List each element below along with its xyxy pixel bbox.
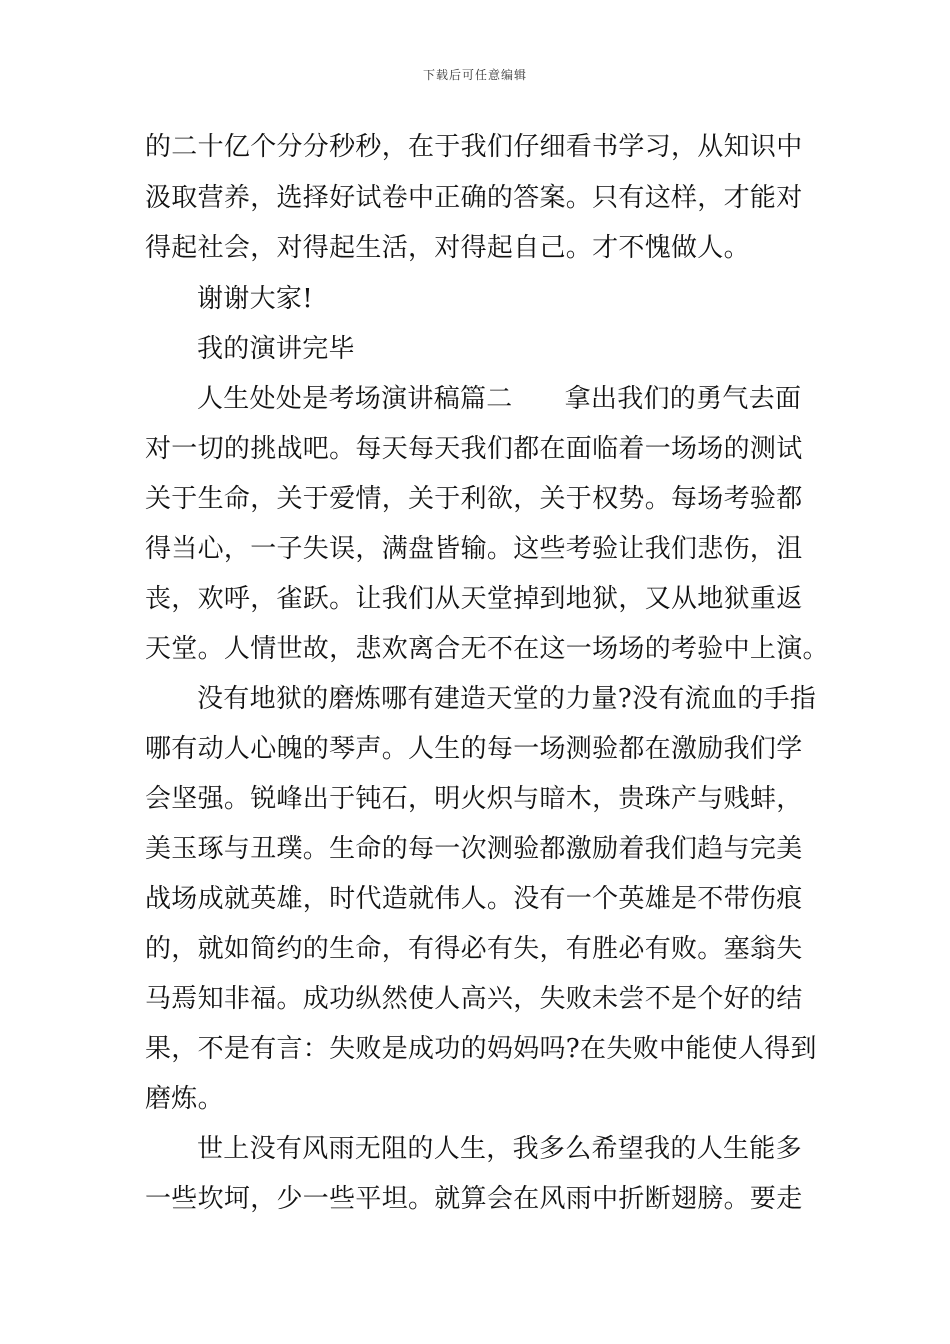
text-line: 马焉知非福。成功纵然使人高兴，失败未尝不是个好的结 [145,984,803,1014]
text-line: 谢谢大家! [197,284,313,314]
text-line: 磨炼。 [145,1084,224,1114]
text-line: 的二十亿个分分秒秒，在于我们仔细看书学习，从知识中 [145,132,803,162]
text-line: 世上没有风雨无阻的人生，我多么希望我的人生能多 [197,1134,802,1164]
text-line: 我的演讲完毕 [197,334,355,364]
text-line: 美玉琢与丑璞。生命的每一次测验都激励着我们趋与完美 [145,834,803,864]
text-line: 丧，欢呼，雀跃。让我们从天堂掉到地狱，又从地狱重返 [145,584,803,614]
text-line: 哪有动人心魄的琴声。人生的每一场测验都在激励我们学 [145,734,803,764]
text-line: 汲取营养，选择好试卷中正确的答案。只有这样，才能对 [145,183,803,213]
text-line: 果，不是有言：失败是成功的妈妈吗?在失败中能使人得到 [145,1034,817,1064]
text-line: 的，就如简约的生命，有得必有失，有胜必有败。塞翁失 [145,934,803,964]
section-heading-line [197,383,801,415]
text-line: 关于生命，关于爱情，关于利欲，关于权势。每场考验都 [145,484,803,514]
text-line: 没有地狱的磨炼哪有建造天堂的力量?没有流血的手指 [197,684,817,714]
text-line: 拿出我们的勇气去面 [564,384,802,414]
page-header: 下载后可任意编辑 [422,68,527,82]
text-line: 会坚强。锐峰出于钝石，明火炽与暗木，贵珠产与贱蚌， [145,784,803,814]
text-line: 天堂。人情世故，悲欢离合无不在这一场场的考验中上演。 [145,634,829,664]
text-line: 得当心，一子失误，满盘皆输。这些考验让我们悲伤，沮 [145,534,803,564]
text-line: 一些坎坷，少一些平坦。就算会在风雨中折断翅膀。要走 [145,1184,803,1214]
text-line: 战场成就英雄，时代造就伟人。没有一个英雄是不带伤痕 [145,884,803,914]
text-line: 对一切的挑战吧。每天每天我们都在面临着一场场的测试 [145,434,803,464]
section-title: 人生处处是考场演讲稿篇二 [197,384,513,414]
text-line: 得起社会，对得起生活，对得起自己。才不愧做人。 [145,233,750,263]
